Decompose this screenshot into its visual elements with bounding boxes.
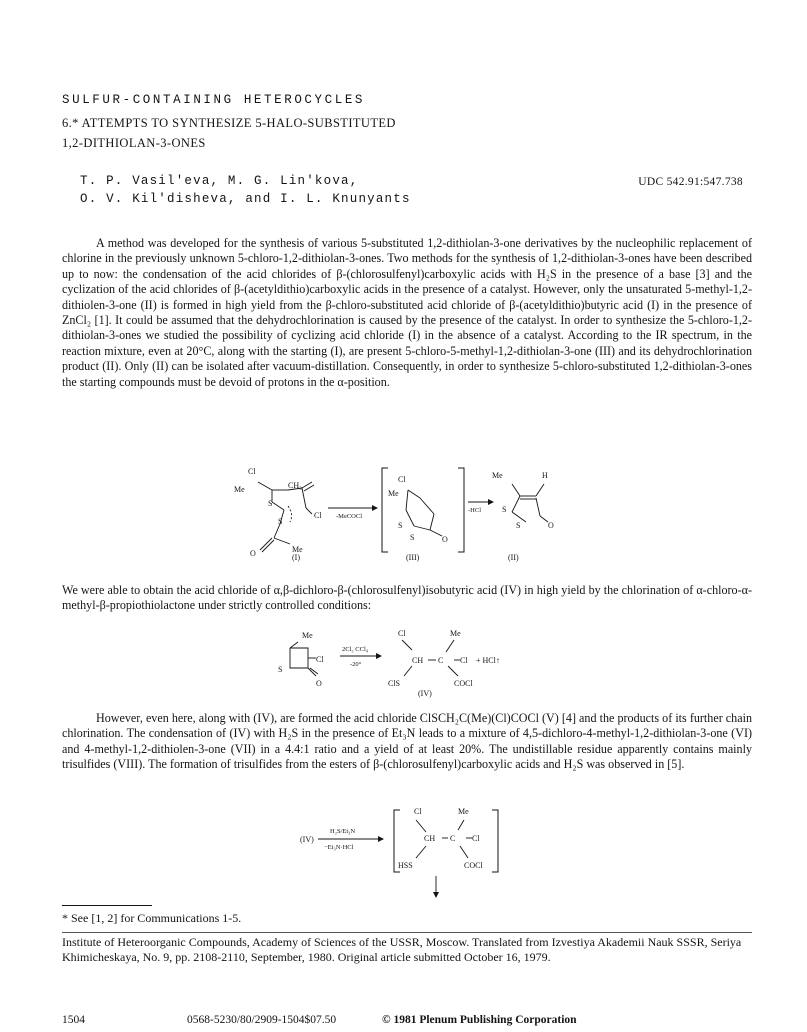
footnote-rule (62, 905, 152, 906)
bracket-intermediate (382, 468, 464, 552)
compound-IV-structure (402, 640, 460, 676)
paragraph-2-text: We were able to obtain the acid chloride of α,β-dichloro-β-(chlorosulfenyl)isobutyric acid (IV) in high yield by the chlorination of α-chloro-α-methyl-β-propiothiolactone under strictly controlled conditions: (62, 583, 752, 613)
s-atom-III-1: S (398, 521, 403, 530)
cls-group-s2: ClS (388, 679, 401, 688)
me-group-s2: Me (302, 631, 313, 640)
cocl-group-s2: COCl (454, 679, 473, 688)
label-compound-III: (III) (406, 553, 420, 562)
cl-atom-s2: Cl (316, 655, 324, 664)
arrow-head-2 (488, 499, 494, 505)
s-atom-II-2: S (516, 521, 521, 530)
cl-atom-2: Cl (314, 511, 322, 520)
body-paragraph-1 (62, 236, 752, 390)
h-atom-II: H (542, 471, 548, 480)
o-atom: O (250, 549, 256, 558)
article-title-line-2: 1,2-DITHIOLAN-3-ONES (62, 136, 206, 150)
me-group: Me (234, 485, 245, 494)
series-heading: SULFUR-CONTAINING HETEROCYCLES (62, 93, 366, 107)
label-compound-II: (II) (508, 553, 519, 562)
me-group-s3: Me (458, 807, 469, 816)
c-atom-s3: C (450, 834, 456, 843)
arrow-head-3 (376, 653, 382, 659)
compound-II-structure (512, 484, 548, 522)
udc-code: UDC 542.91:547.738 (638, 176, 743, 188)
authors-line-2: O. V. Kil'disheva, and I. L. Knunyants (80, 192, 411, 206)
me-group-2: Me (292, 545, 303, 554)
page-number: 1504 (62, 1014, 85, 1026)
label-compound-I: (I) (292, 553, 300, 562)
reagent-top-s3: H₂S/Et₃N (330, 828, 356, 835)
reagent-bottom-s2: -20° (350, 661, 362, 668)
s-atom-s2: S (278, 665, 283, 674)
affiliation-rule (62, 932, 752, 933)
paragraph-3-text: However, even here, along with (IV), are formed the acid chloride ClSCH₂C(Me)(Cl)COCl (V) [4] and the products of its further chain chlorination. The condensation of (IV) with H₂S in the presence of Et₃N leads to a mixture of 4,5-dichloro-4-methyl-1,2-dithiolan-3-one (VI) and 4-methyl-1,2-dithiolen-3-one (VII) in a 4.4:1 ratio and a yield of at least 20%. The undistillable residue apparently contains mainly trisulfides (VIII). The formation of trisulfides from the esters of β-(chlorosulfenyl)carboxylic acids and H₂S was observed in [5]. (62, 711, 752, 772)
down-arrow-head (433, 892, 439, 898)
reaction-scheme-1 (230, 462, 570, 568)
reagent-label-1: -MeCOCl (336, 513, 362, 520)
cl-atom-III: Cl (398, 475, 406, 484)
copyright-line: © 1981 Plenum Publishing Corporation (382, 1014, 577, 1026)
reagent-label-2: -HCl (468, 507, 481, 514)
c-atom-s2: C (438, 656, 444, 665)
cl-atom-s3-right: Cl (472, 834, 480, 843)
hss-group-s3: HSS (398, 861, 413, 870)
reagent-bottom-s3: −Et₃N·HCl (324, 844, 354, 851)
start-compound-IV: (IV) (300, 835, 314, 844)
authors-line-1: T. P. Vasil'eva, M. G. Lin'kova, (80, 174, 359, 188)
hcl-byproduct: + HCl↑ (476, 656, 500, 665)
me-group-III: Me (388, 489, 399, 498)
cocl-group-s3: COCl (464, 861, 483, 870)
article-code: 0568-5230/80/2909-1504$07.50 (187, 1014, 337, 1026)
compound-I-structure (258, 482, 314, 552)
reaction-scheme-2 (268, 626, 528, 698)
paragraph-1-text: A method was developed for the synthesis of various 5-substituted 1,2-dithiolan-3-one derivatives by the nucleophilic replacement of chlorine in the previously unknown 5-chloro-1,2-dithiolan-3-ones. Two methods for the synthesis of 1,2-dithiolan-3-ones have been described up to now: the condensation of the acid chlorides of β-(chlorosulfenyl)carboxylic acids with H₂S in the presence of a base [3] and the cyclization of the acid chlorides of β-(acetyldithio)carboxylic acids in the presence of a catalyst. However, only the unsaturated 5-methyl-1,2-dithiolen-3-one (II) is formed in high yield from the β-chloro-substituted acid chloride of β-(acetyldithio)butyric acid (I) in the presence of ZnCl₂ [1]. It could be assumed that the dehydrochlorination is caused by the presence of the catalyst. In order to synthesize the 5-chloro-1,2-dithiolan-3-ones we studied the possibility of cyclizing acid chloride (I) in the absence of a catalyst. According to the IR spectrum, in the reaction mixture, even at 20°C, along with the starting (I), are present 5-chloro-5-methyl-1,2-dithiolan-3-one (III) and its dehydrochlorination product (II). Only (II) can be isolated after vacuum-distillation. Consequently, in order to synthesize 5-chloro-substituted 1,2-dithiolan-3-ones the starting compounds must be devoid of protons in the α-position. (62, 236, 752, 389)
s-atom-2: S (278, 517, 283, 526)
cl-atom-s2-right: Cl (460, 656, 468, 665)
s-atom-1: S (268, 499, 273, 508)
ch-group-s3: CH (424, 834, 436, 843)
o-atom-II: O (548, 521, 554, 530)
reaction-scheme-3 (296, 804, 536, 900)
affiliation-note: Institute of Heteroorganic Compounds, Academy of Sciences of the USSR, Moscow. Translated from Izvestiya Akademii Nauk SSSR, Seriya Khimicheskaya, No. 9, pp. 2108-2110, September, 1980. Original article submitted October 16, 1979. (62, 935, 742, 965)
cl-atom-s2-top: Cl (398, 629, 406, 638)
label-compound-IV: (IV) (418, 689, 432, 698)
compound-III-structure (406, 490, 442, 536)
s-atom-II-1: S (502, 505, 507, 514)
ch-group-s2: CH (412, 656, 424, 665)
arrow-head-1 (372, 505, 378, 511)
footnote: * See [1, 2] for Communications 1-5. (62, 911, 242, 925)
body-paragraph-2 (62, 583, 752, 614)
arrow-head-4 (378, 836, 384, 842)
me-group-s2-top: Me (450, 629, 461, 638)
ch2-group: CH₂ (288, 481, 302, 490)
article-title-line-1: 6.* ATTEMPTS TO SYNTHESIZE 5-HALO-SUBSTITUTED (62, 116, 396, 130)
cl-atom-s3: Cl (414, 807, 422, 816)
me-group-II: Me (492, 471, 503, 480)
o-atom-s2: O (316, 679, 322, 688)
body-paragraph-3 (62, 711, 752, 773)
o-atom-III: O (442, 535, 448, 544)
propiothiolactone-structure (290, 642, 318, 676)
reagent-top-s2: 2Cl₂ CCl₄ (342, 646, 369, 653)
cl-atom: Cl (248, 467, 256, 476)
s-atom-III-2: S (410, 533, 415, 542)
